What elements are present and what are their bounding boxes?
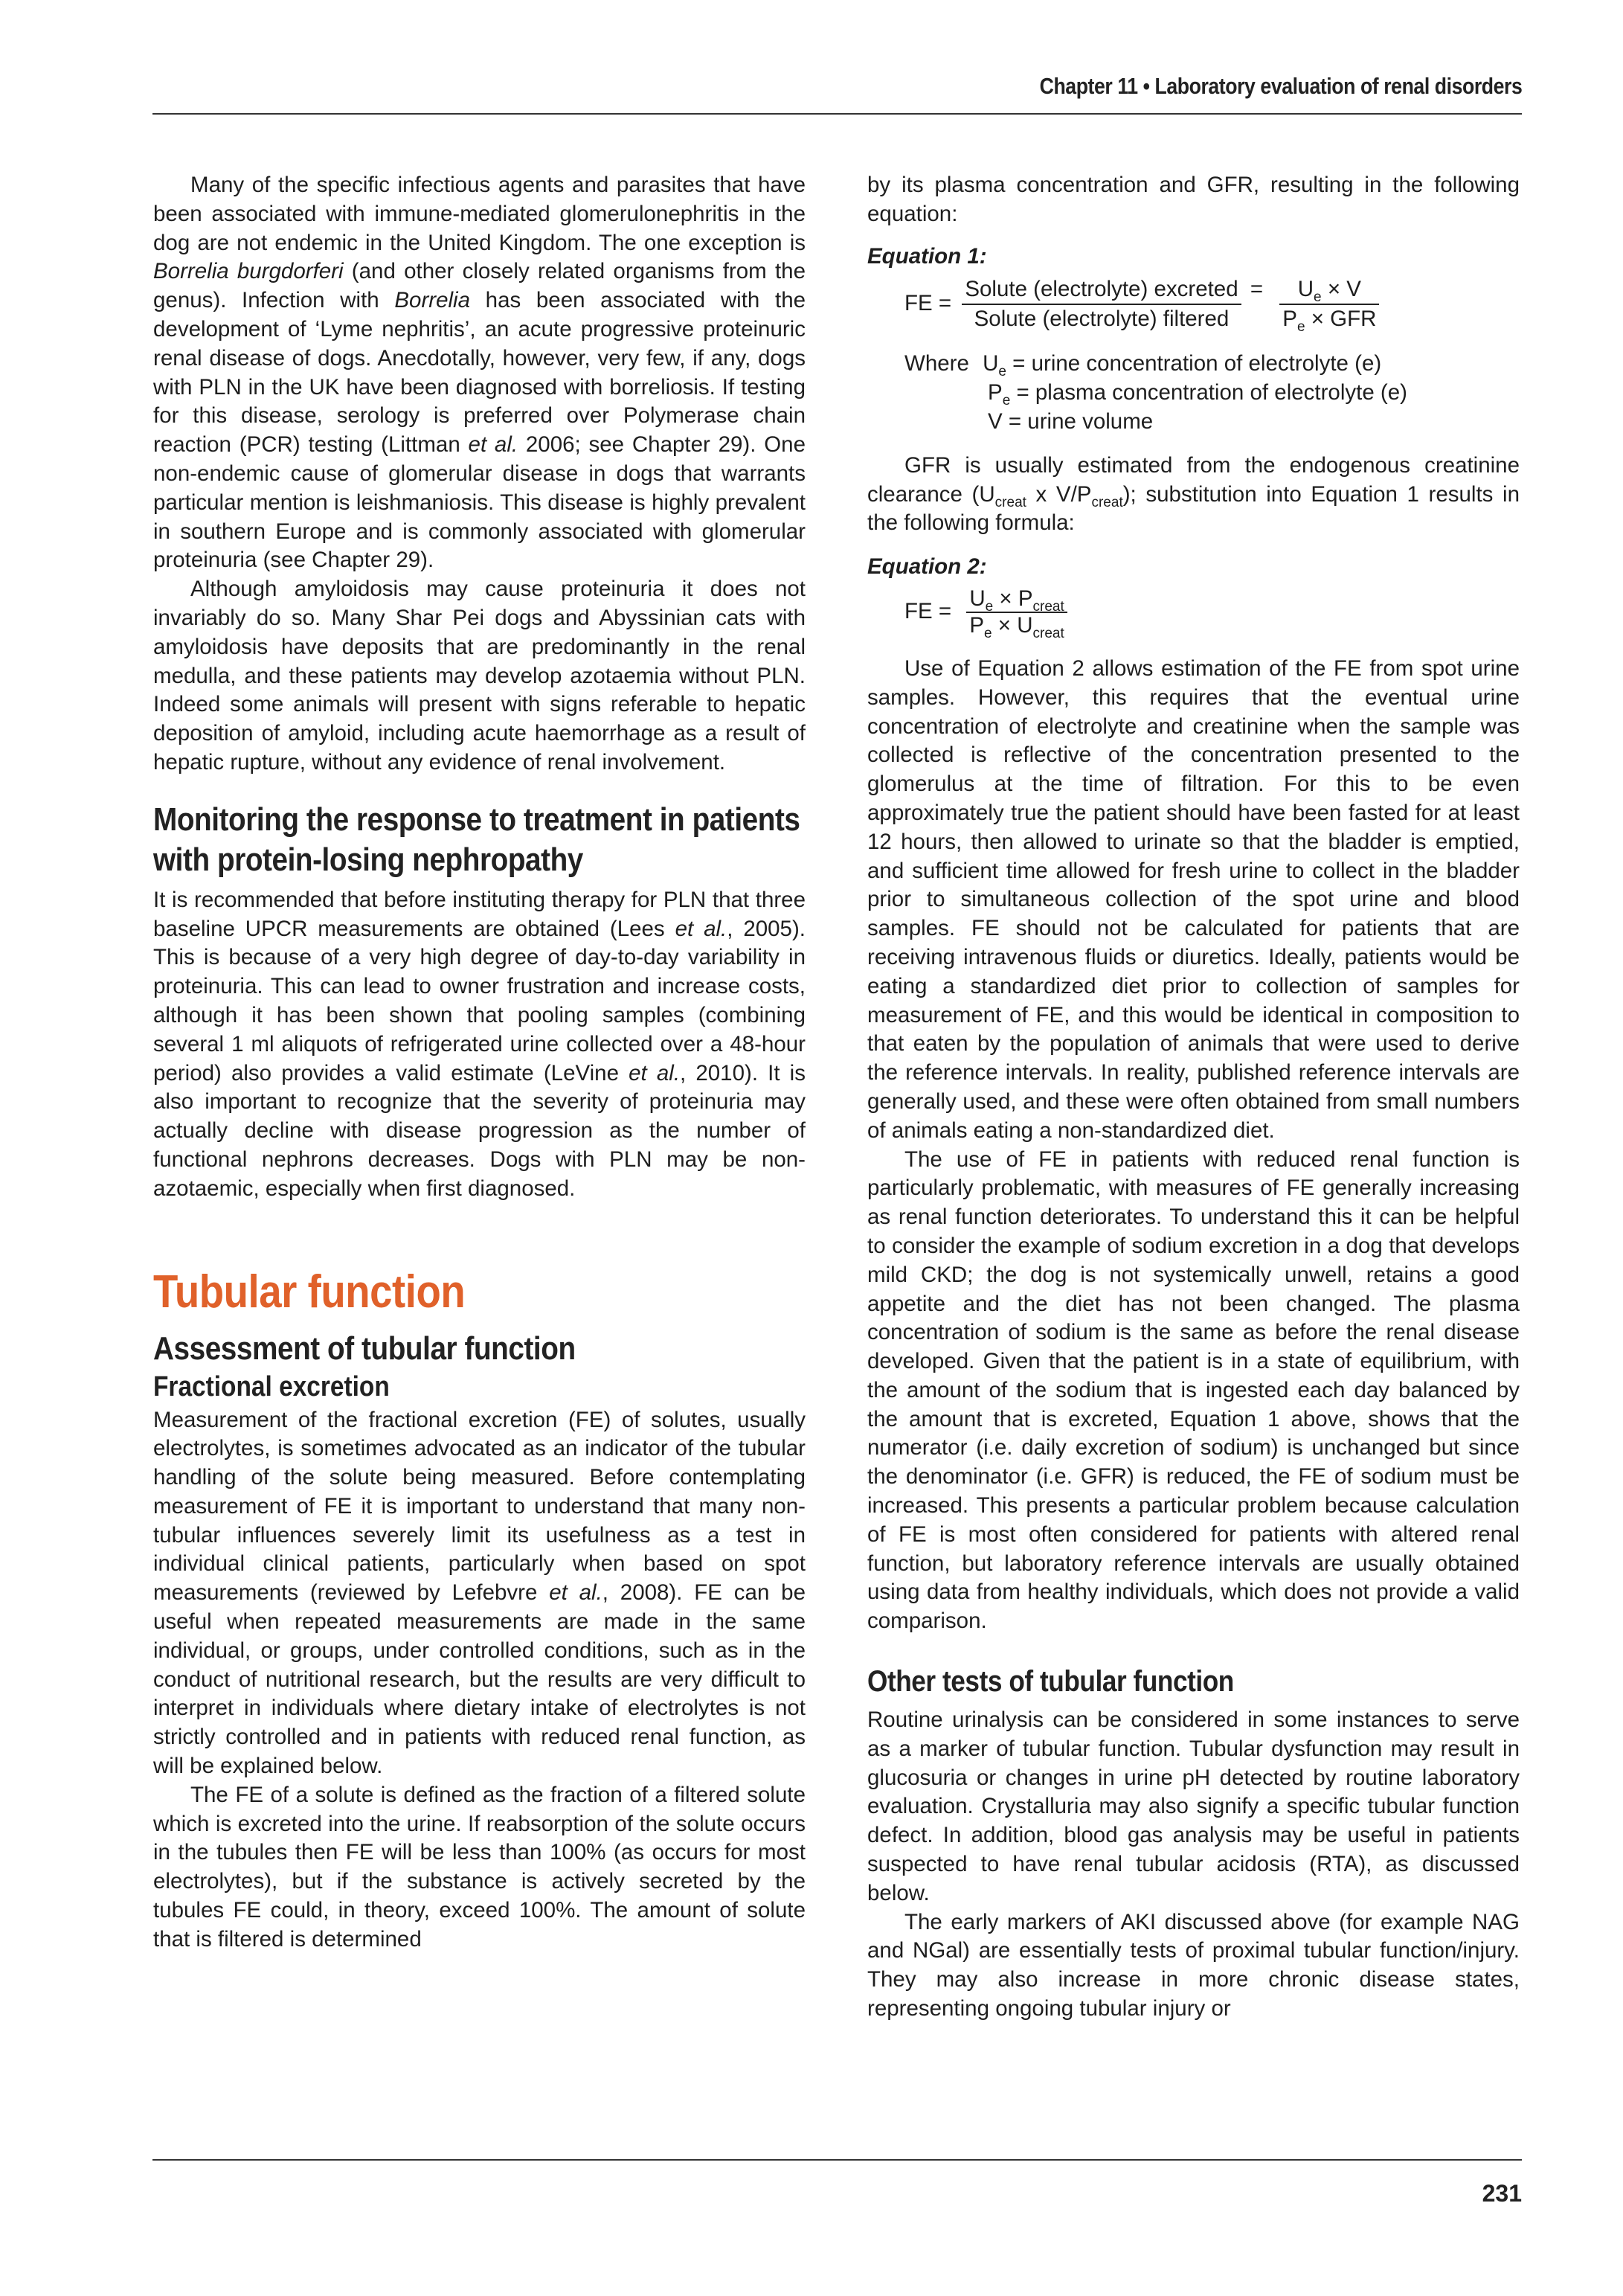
section-heading-other-tests: Other tests of tubular function — [867, 1665, 1234, 1699]
text-run: Use of Equation 2 allows estimation of the FE from spot urine samples. However, this requires that the eventual urine concentration of electrolyte and creatinine when the sample was collected is reflective of the concentration presented to the glomerulus at the time of filtration. For this to be even approximately true the patient should have been fasted for at least 12 hours, then allowed to urinate so that the bladder is emptied, and sufficient time allowed for fresh urine to collect in the bladder prior to simultaneous collection of the spot urine and blood samples. FE should not be calculated for patients that are receiving intravenous fluids or diuretics. Ideally, patients would be eating a standardized diet prior to collection of samples for measurement of FE, and this would be identical in composition to that eaten by the population of animals that were used to derive the reference intervals. In reality, published reference intervals are generally used, and these were often obtained from small numbers of animals eating a non-standardized diet. — [867, 655, 1520, 1143]
section-heading-assessment: Assessment of tubular function — [153, 1330, 576, 1367]
italic-text: et al. — [629, 1060, 681, 1086]
equals-sign: = — [1250, 277, 1264, 302]
page-footer — [152, 2159, 1522, 2207]
paragraph — [867, 1908, 1520, 2024]
paragraph — [153, 886, 806, 1204]
section-heading-monitoring: Monitoring the response to treatment in patients with protein-losing nephropathy — [153, 801, 800, 878]
equation-fraction — [962, 275, 1241, 333]
fraction-denominator: $P_e$ × GFR — [1282, 307, 1377, 336]
paragraph — [153, 1781, 806, 1955]
text-run: , 2005). This is because of a very high degree of day-to-day variability in proteinuria. This can lead to owner frustration and increase costs, although it has been shown that pooling samples (combining several 1 ml aliquots of refrigerated urine collected over a 48-hour period) also provides a valid estimate (LeVine — [153, 916, 806, 1086]
italic-text: Borrelia burgdorferi — [153, 259, 344, 284]
running-head: Chapter 11 • Laboratory evaluation of renal disorders — [1039, 73, 1522, 99]
paragraph — [867, 655, 1520, 1146]
paragraph — [153, 171, 806, 575]
text-run: , 2008). FE can be useful when repeated measurements are made in the same individual, or groups, under controlled conditions, such as in the conduct of nutritional research, but the results are very difficult to interpret in individuals where dietary intake of electrolytes is not strictly controlled and in patients with reduced renal function, as will be explained below. — [153, 1580, 806, 1779]
text-run: Routine urinalysis can be considered in some instances to serve as a marker of tubular function. Tubular dysfunction may result in glucosuria or changes in urine pH detected by routine laboratory evaluation. Crystalluria may also signify a specific tubular function defect. In addition, blood gas analysis may be useful in patients suspected to have renal tubular acidosis (RTA), as discussed below. — [867, 1707, 1520, 1905]
paragraph: GFR is usually estimated from the endogenous creatinine clearance ($U_{creat}$ x $V/P_{creat}$); substitution into Equation 1 results in the following formula: — [867, 452, 1520, 536]
text-run: 2006; see Chapter 29). One non-endemic cause of glomerular disease in dogs that warrants particular mention is leishmaniosis. This disease is highly prevalent in southern Europe and is commonly associated with glomerular proteinuria (see Chapter 29). — [153, 432, 806, 573]
fraction-denominator: Solute (electrolyte) filtered — [974, 307, 1230, 332]
italic-text: et al. — [675, 916, 727, 941]
fraction-numerator: $U_e \times P_{creat}$ — [966, 586, 1067, 613]
equation-lhs: FE = — [904, 598, 952, 623]
variable-definitions — [904, 350, 1520, 436]
text-run: It is recommended that before instituting therapy for PLN that three baseline UPCR measurements are obtained (Lees — [153, 887, 806, 941]
equation-1 — [904, 275, 1520, 336]
equation-1-label: Equation 1: — [867, 243, 987, 269]
left-column — [153, 171, 806, 1955]
chapter-section-title: Tubular function — [153, 1266, 466, 1318]
page-number: 231 — [1482, 2180, 1522, 2207]
equation-fraction — [966, 586, 1067, 641]
italic-text: et al. — [549, 1580, 602, 1606]
definition-row: $P_e$ = plasma concentration of electrolyte (e) — [988, 380, 1407, 409]
text-run: The use of FE in patients with reduced renal function is particularly problematic, with measures of FE generally increasing as renal function deteriorates. To understand this it can be helpful to consider the example of sodium excretion in a dog that develops mild CKD; the dog is not systemically unwell, retains a good appetite and the diet has not been changed. The plasma concentration of sodium is the same as before the renal disease developed. Given that the patient is in a state of equilibrium, with the amount of the sodium that is ingested each day balanced by the amount that is excreted, Equation 1 above, shows that the numerator (i.e. daily excretion of sodium) is unchanged but since the denominator (i.e. GFR) is reduced, the FE of sodium must be increased. This presents a particular problem because calculation of FE is most often considered for patients with altered renal function, but laboratory reference intervals are usually obtained using data from healthy individuals, which does not provide a valid comparison. — [867, 1147, 1520, 1634]
text-run: (and other closely related organisms from the genus). Infection with — [153, 259, 806, 313]
subsection-heading-fractional-excretion: Fractional excretion — [153, 1370, 390, 1402]
paragraph — [867, 171, 1520, 229]
definition-row: V = urine volume — [988, 408, 1154, 434]
fraction-denominator: $P_e \times U_{creat}$ — [969, 612, 1064, 641]
text-run: has been associated with the development of ‘Lyme nephritis’, an acute progressive proteinuric renal disease of dogs. Anecdotally, however, very few, if any, dogs with PLN in the UK have been diagnosed with borreliosis. If testing for this disease, serology is preferred over Polymerase chain reaction (PCR) testing (Littman — [153, 288, 806, 458]
paragraph — [867, 1706, 1520, 1908]
equation-lhs: FE = — [904, 291, 952, 316]
equation-2 — [904, 586, 1520, 641]
fraction-numerator: Solute (electrolyte) excreted — [962, 275, 1241, 305]
text-run: Measurement of the fractional excretion (FE) of solutes, usually electrolytes, is sometimes advocated as an indicator of the tubular handling of the solute being measured. Before contemplating measurement of FE it is important to understand that many non-tubular influences severely limit its usefulness as a test in individual clinical patients, particularly when based on spot measurements (reviewed by Lefebvre — [153, 1407, 806, 1606]
paragraph — [153, 1406, 806, 1781]
text-run: The FE of a solute is defined as the fraction of a filtered solute which is excreted into the urine. If reabsorption of the solute occurs in the tubules then FE will be less than 100% (as occurs for most electrolytes), but if the substance is actively secreted by the tubules FE could, in theory, exceed 100%. The amount of solute that is filtered is determined — [153, 1782, 806, 1952]
text-run: , 2010). It is also important to recognize that the severity of proteinuria may actually decline with disease progression as the number of functional nephrons decreases. Dogs with PLN may be non-azotaemic, especially when first diagnosed. — [153, 1060, 806, 1201]
right-column — [867, 171, 1520, 2024]
equation-fraction — [1279, 275, 1379, 336]
paragraph — [867, 1146, 1520, 1637]
fraction-numerator: $U_e \times V$ — [1279, 275, 1379, 305]
text-run: by its plasma concentration and GFR, resulting in the following equation: — [867, 173, 1520, 226]
text-run: Although amyloidosis may cause proteinuria it does not invariably do so. Many Shar Pei dogs and Abyssinian cats with amyloidosis have deposits that are predominantly in the renal medulla, and these patients may develop azotaemia without PLN. Indeed some animals will present with signs referable to hepatic deposition of amyloid, including acute haemorrhage as a result of hepatic rupture, without any evidence of renal involvement. — [153, 577, 806, 775]
italic-text: et al. — [468, 432, 518, 458]
equation-2-label: Equation 2: — [867, 554, 987, 580]
paragraph — [153, 575, 806, 777]
text-run: Many of the specific infectious agents and parasites that have been associated with immune-mediated glomerulonephritis in the dog are not endemic in the United Kingdom. The one exception is — [153, 173, 806, 255]
where-label: Where — [904, 351, 969, 376]
italic-text: Borrelia — [394, 288, 471, 313]
page-header — [152, 68, 1522, 115]
text-run: The early markers of AKI discussed above (for example NAG and NGal) are essentially tests of proximal tubular function/injury. They may also increase in more chronic disease states, representing ongoing tubular injury or — [867, 1909, 1520, 2021]
definition-row: Where $U_e$ = urine concentration of electrolyte (e) — [904, 351, 1382, 380]
